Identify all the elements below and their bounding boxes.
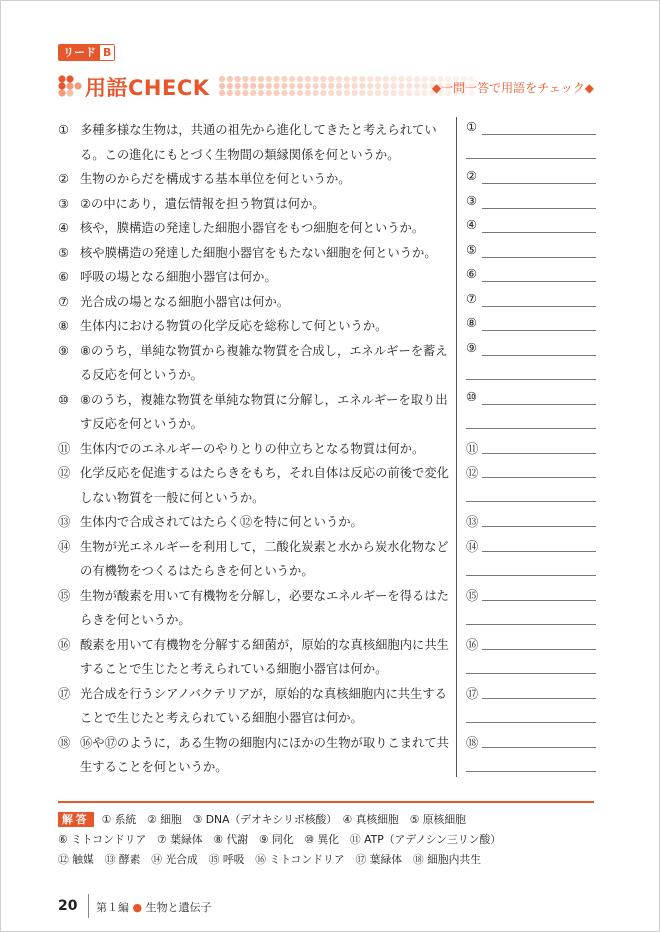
question-number: ⑪ — [58, 441, 71, 456]
lead-badge — [58, 44, 115, 61]
answer-blank[interactable] — [466, 168, 596, 190]
decorative-dot — [258, 83, 264, 89]
question-text: ⑧のうち，複雑な物質を単純な物質に分解し，エネルギーを取り出す反応を何というか。 — [80, 392, 448, 431]
page-title: 用語CHECK — [85, 76, 210, 100]
answer-number: ⑮ — [466, 588, 479, 603]
decorative-dot — [391, 76, 397, 82]
page-number: 20 — [58, 898, 78, 914]
decorative-dot — [383, 76, 389, 82]
decorative-dot — [422, 76, 428, 82]
answer-number: ③ — [466, 193, 478, 208]
answer-number: ⑦ — [466, 291, 478, 306]
decorative-dot — [242, 76, 248, 82]
footer-divider — [88, 894, 89, 918]
question-text: ②の中にあり，遺伝情報を担う物質は何か。 — [80, 196, 325, 211]
answer-blank[interactable] — [466, 585, 596, 607]
decorative-dot — [391, 83, 397, 89]
question-text: 生体内で合成されてはたらく⑫を特に何というか。 — [80, 515, 363, 529]
decorative-dot — [235, 76, 241, 82]
decorative-dot — [274, 76, 280, 82]
answer-number: ⑨ — [466, 340, 478, 355]
answer-blank[interactable] — [466, 634, 596, 656]
question-text: 生物のからだを構成する基本単位を何というか。 — [80, 172, 351, 186]
decorative-dot — [313, 76, 319, 82]
decorative-dot — [414, 76, 420, 82]
answer-number: ② — [466, 169, 478, 183]
answer-blank[interactable] — [466, 536, 596, 558]
question-text: 光合成を行うシアノバクテリアが，原始的な真核細胞内に共生することで生じたと考えられている細胞小器官は何か。 — [80, 686, 447, 725]
question-number: ⑦ — [58, 294, 70, 309]
answer-key — [58, 810, 594, 870]
decorative-dot — [352, 76, 358, 82]
answer-blank[interactable] — [466, 683, 596, 705]
question-number: ⑫ — [58, 466, 71, 480]
question-text: 光合成の場となる細胞小器官は何か。 — [80, 294, 290, 309]
decorative-dot — [289, 83, 295, 89]
answer-key-text: ① 系統 ② 細胞 ③ DNA（デオキシリボ核酸） ④ 真核細胞 ⑤ 原核細胞 — [101, 813, 466, 826]
decorative-dot — [227, 83, 233, 89]
question-number: ⑰ — [58, 686, 71, 701]
answer-number: ⑫ — [466, 466, 479, 480]
question-text: 生物が酸素を用いて有機物を分解し，必要なエネルギーを得るはたらきを何というか。 — [80, 588, 449, 627]
decorative-dot — [274, 83, 280, 89]
decorative-dot — [359, 90, 365, 96]
answer-blank[interactable] — [466, 462, 596, 484]
decorative-dot — [352, 83, 358, 89]
question-text: 呼吸の場となる細胞小器官は何か。 — [80, 270, 277, 284]
question-number: ⑭ — [58, 539, 71, 554]
answer-number: ⑩ — [466, 389, 478, 404]
answer-blank[interactable] — [466, 438, 596, 460]
question-text: 生体内における物質の化学反応を総称して何というか。 — [80, 319, 388, 333]
decorative-dot — [406, 83, 412, 89]
decorative-dot — [344, 76, 350, 82]
answer-blank[interactable] — [466, 291, 596, 313]
decorative-dot — [328, 83, 334, 89]
decorative-dot — [391, 90, 397, 96]
answer-blank[interactable] — [466, 389, 596, 411]
decorative-dot — [219, 76, 225, 82]
decorative-dot — [250, 83, 256, 89]
decorative-dot — [320, 90, 326, 96]
decorative-dot — [320, 76, 326, 82]
decorative-dot — [250, 90, 256, 96]
decorative-dot — [258, 76, 264, 82]
decorative-dot — [227, 90, 233, 96]
question-number: ⑮ — [58, 588, 71, 603]
title-row — [58, 71, 594, 99]
decorative-dot — [219, 83, 225, 89]
bullet-icon: ● — [132, 901, 143, 914]
decorative-dot — [328, 90, 334, 96]
answer-number: ⑰ — [466, 686, 479, 701]
decorative-dot — [305, 83, 311, 89]
question-text: 生体内でのエネルギーのやりとりの仲立ちとなる物質は何か。 — [80, 441, 425, 456]
decorative-dot — [375, 76, 381, 82]
answer-number: ⑭ — [466, 539, 479, 554]
decorative-dot — [398, 90, 404, 96]
decorative-dot — [242, 83, 248, 89]
question-item — [58, 118, 453, 167]
answer-blank[interactable] — [466, 340, 596, 362]
answer-number: ⑱ — [466, 735, 479, 750]
question-text: 酸素を用いて有機物を分解する細菌が，原始的な真核細胞内に共生することで生じたと考えられている細胞小器官は何か。 — [80, 637, 449, 676]
decorative-dot — [336, 76, 342, 82]
answer-key-line: ⑫ 触媒 ⑬ 酵素 ⑭ 光合成 ⑮ 呼吸 ⑯ ミトコンドリア ⑰ 葉緑体 ⑱ 細胞内共生 — [58, 853, 482, 866]
decorative-dot — [320, 83, 326, 89]
footer-part: 第１編 — [96, 901, 129, 914]
answer-blank[interactable] — [466, 119, 596, 141]
question-text: 核や，膜構造の発達した細胞小器官をもつ細胞を何というか。 — [80, 221, 425, 235]
decorative-dot — [367, 90, 373, 96]
decorative-dot — [336, 90, 342, 96]
footer-chapter-title: 生物と遺伝子 — [145, 901, 212, 914]
decorative-dot — [398, 83, 404, 89]
question-number: ⑥ — [58, 270, 70, 284]
decorative-dot — [258, 90, 264, 96]
decorative-dot — [297, 90, 303, 96]
decorative-dot — [305, 76, 311, 82]
question-number: ⑩ — [58, 392, 70, 407]
footer-chapter — [96, 899, 212, 915]
decorative-dot — [406, 76, 412, 82]
answer-number: ④ — [466, 218, 478, 232]
question-text: ⑯や⑰のように，ある生物の細胞内にほかの生物が取りこまれて共生することを何というか。 — [80, 735, 449, 774]
decorative-dot — [313, 83, 319, 89]
question-number: ④ — [58, 221, 70, 235]
decorative-dot — [406, 90, 412, 96]
decorative-dot — [305, 90, 311, 96]
answer-separator — [58, 801, 594, 803]
decorative-dot — [235, 83, 241, 89]
decorative-dot — [414, 90, 420, 96]
question-number: ⑨ — [58, 343, 70, 358]
decorative-dot — [383, 83, 389, 89]
decorative-dot — [422, 83, 428, 89]
decorative-dot — [414, 83, 420, 89]
question-number: ② — [58, 172, 70, 186]
decorative-dot — [359, 83, 365, 89]
decorative-dot — [344, 83, 350, 89]
decorative-dot — [398, 76, 404, 82]
question-text: ⑧のうち，単純な物質から複雑な物質を合成し，エネルギーを蓄える反応を何というか。 — [80, 343, 448, 382]
question-number: ① — [58, 123, 70, 137]
answer-blank[interactable] — [466, 315, 596, 337]
decorative-dot — [328, 76, 334, 82]
answer-number: ⑧ — [466, 316, 478, 330]
question-number: ③ — [58, 196, 70, 211]
question-number: ⑤ — [58, 245, 70, 260]
decorative-dot — [367, 83, 373, 89]
decorative-dot — [289, 90, 295, 96]
decorative-dot — [219, 90, 225, 96]
question-text: 生物が光エネルギーを利用して，二酸化炭素と水から炭水化物などの有機物をつくるはたらきを何というか。 — [80, 539, 449, 578]
decorative-dot — [375, 90, 381, 96]
question-number: ⑯ — [58, 637, 71, 652]
answer-label: 解答 — [58, 812, 94, 827]
decorative-dots-icon — [58, 75, 82, 97]
answer-number: ⑤ — [466, 242, 478, 257]
decorative-dot — [281, 76, 287, 82]
decorative-dot — [266, 83, 272, 89]
decorative-dot — [242, 90, 248, 96]
answer-number: ⑬ — [466, 515, 479, 529]
answer-blank[interactable] — [466, 193, 596, 215]
decorative-dot — [375, 83, 381, 89]
decorative-dot — [336, 83, 342, 89]
question-number: ⑬ — [58, 515, 71, 529]
question-text: 核や膜構造の発達した細胞小器官をもたない細胞を何というか。 — [80, 245, 437, 260]
decorative-dot — [266, 76, 272, 82]
decorative-dot — [297, 83, 303, 89]
decorative-dot — [235, 90, 241, 96]
answer-blank[interactable] — [466, 266, 596, 288]
decorative-dot — [281, 90, 287, 96]
answer-number: ⑯ — [466, 637, 479, 652]
decorative-dot — [289, 76, 295, 82]
answer-number: ⑥ — [466, 267, 478, 281]
question-number: ⑧ — [58, 319, 70, 333]
column-divider — [456, 117, 457, 777]
decorative-dot — [281, 83, 287, 89]
decorative-dot — [359, 76, 365, 82]
page-subtitle: ◆一問一答で用語をチェック◆ — [431, 81, 594, 95]
decorative-dot — [352, 90, 358, 96]
decorative-dot — [344, 90, 350, 96]
decorative-dot — [383, 90, 389, 96]
question-text: 化学反応を促進するはたらきをもち，それ自体は反応の前後で変化しない物質を一般に何というか。 — [80, 466, 449, 505]
answer-blank[interactable] — [466, 732, 596, 754]
lead-level: B — [100, 45, 114, 60]
decorative-dot — [227, 76, 233, 82]
answer-number: ① — [466, 120, 478, 134]
decorative-dot — [313, 90, 319, 96]
answer-key-line: ⑥ ミトコンドリア ⑦ 葉緑体 ⑧ 代謝 ⑨ 同化 ⑩ 異化 ⑪ ATP（アデノシン三リン酸） — [58, 833, 502, 846]
decorative-dot — [274, 90, 280, 96]
decorative-dot — [266, 90, 272, 96]
decorative-dot — [367, 76, 373, 82]
question-number: ⑱ — [58, 735, 71, 750]
decorative-dot — [422, 90, 428, 96]
decorative-dot — [250, 76, 256, 82]
lead-label: リード — [59, 45, 100, 60]
answer-blank[interactable] — [466, 217, 596, 239]
answer-blank[interactable] — [466, 511, 596, 533]
answer-blank[interactable] — [466, 242, 596, 264]
answer-number: ⑪ — [466, 441, 479, 456]
question-text: 多種多様な生物は，共通の祖先から進化してきたと考えられている。この進化にもとづく生物間の類縁関係を何というか。 — [80, 123, 437, 162]
answer-key-line — [58, 810, 594, 830]
decorative-dot — [297, 76, 303, 82]
